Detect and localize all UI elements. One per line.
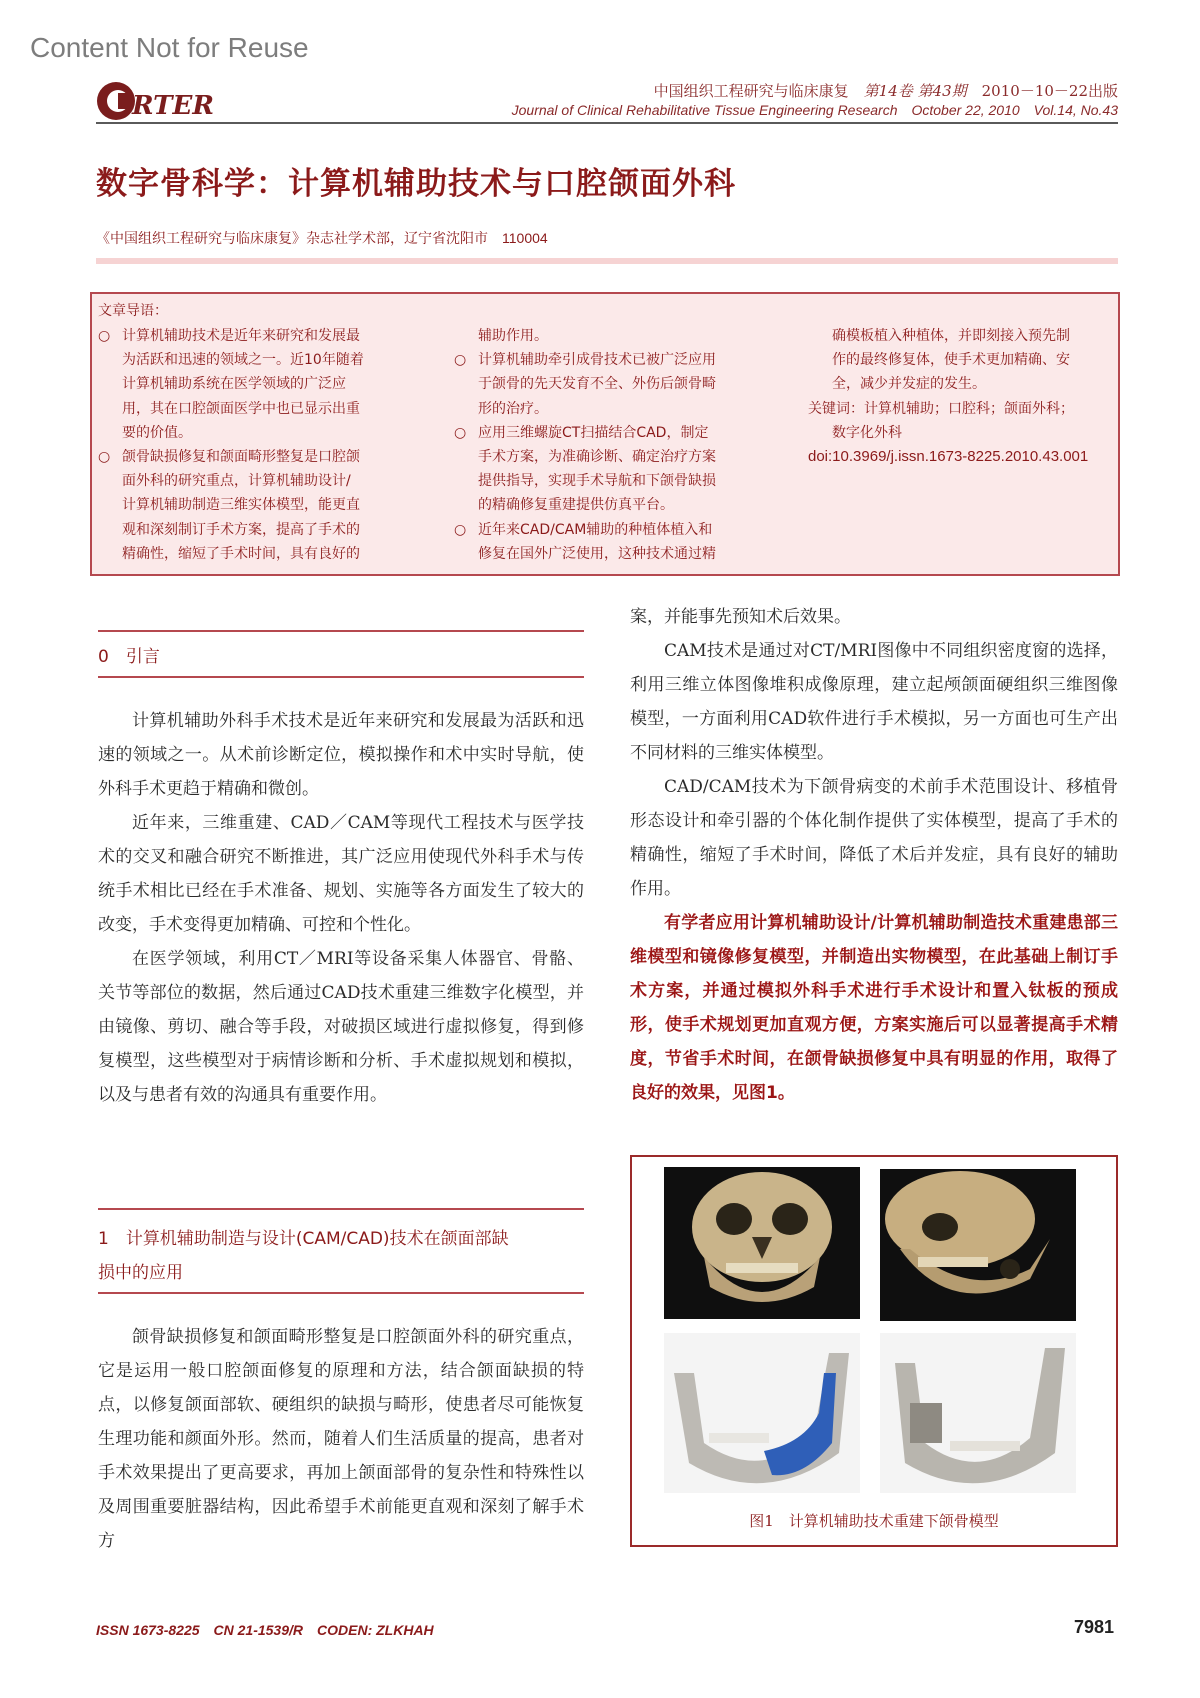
section-0-body bbox=[98, 704, 584, 1112]
section-rule bbox=[98, 676, 584, 678]
figure-image-skull-front bbox=[664, 1167, 860, 1319]
article-title: 数字骨科学：计算机辅助技术与口腔颌面外科 bbox=[96, 166, 736, 202]
circle-bullet-icon: ○ bbox=[454, 521, 467, 538]
paragraph: 近年来，三维重建、CAD／CAM等现代工程技术与医学技术的交叉和融合研究不断推进，其广泛应用使现代外科手术与传统手术相比已经在手术准备、规划、实施等各方面发生了较大的改变，手术变得更加精确、可控和个性化。 bbox=[98, 813, 584, 935]
pink-divider bbox=[96, 258, 1118, 264]
figure-1 bbox=[630, 1155, 1118, 1547]
circle-bullet-icon: ○ bbox=[454, 352, 467, 369]
section-rule bbox=[98, 1208, 584, 1210]
page-number: 7981 bbox=[1073, 1617, 1114, 1637]
guide-column-1 bbox=[98, 324, 418, 566]
section-rule bbox=[98, 1292, 584, 1294]
watermark: Content Not for Reuse bbox=[30, 32, 309, 63]
circle-bullet-icon: ○ bbox=[454, 424, 467, 441]
doi: doi:10.3969/j.issn.1673-8225.2010.43.001 bbox=[808, 448, 1089, 466]
section-1-heading: 1 计算机辅助制造与设计(CAM/CAD)技术在颌面部缺 损中的应用 bbox=[98, 1229, 509, 1283]
svg-text:RTER: RTER bbox=[132, 91, 214, 121]
figure-image-mandible-mesh bbox=[880, 1333, 1076, 1493]
guide-item: ○ 近年来CAD/CAM辅助的种植体植入和 修复在国外广泛使用，这种技术通过精 bbox=[454, 518, 774, 566]
header-rule bbox=[96, 122, 1118, 124]
guide-heading: 文章导语： bbox=[98, 303, 168, 319]
paragraph: CAD/CAM技术为下颌骨病变的术前手术范围设计、移植骨形态设计和牵引器的个体化制作提供了实体模型，提高了手术的精确性，缩短了手术时间，降低了术后并发症，具有良好的辅助作用。 bbox=[630, 777, 1118, 899]
paragraph: 颌骨缺损修复和颌面畸形整复是口腔颌面外科的研究重点，它是运用一般口腔颌面修复的原理和方法，结合颌面缺损的特点，以修复颌面部软、硬组织的缺损与畸形，使患者尽可能恢复生理功能和颜面外形。然而，随着人们生活质量的提高，患者对手术效果提出了更高要求，再加上颌面部骨的复杂性和特殊性以及周围重要脏器结构，因此希望手术前能更直观和深刻了解手术方 bbox=[98, 1327, 584, 1551]
keywords-label: 关键词： bbox=[808, 400, 864, 417]
guide-column-2 bbox=[454, 324, 774, 566]
paragraph-continuation: 案，并能事先预知术后效果。 bbox=[630, 607, 851, 627]
journal-logo bbox=[96, 78, 226, 124]
circle-bullet-icon: ○ bbox=[98, 328, 111, 344]
guide-continuation: 确模板植入种植体，并即刻接入预先制 作的最终修复体，使手术更加精确、安 全，减少并发症的发生。 bbox=[832, 328, 1070, 393]
paragraph: CAM技术是通过对CT/MRI图像中不同组织密度窗的选择，利用三维立体图像堆积成像原理，建立起颅颌面硬组织三维图像模型，一方面利用CAD软件进行手术模拟，另一方面也可生产出不同材料的三维实体模型。 bbox=[630, 641, 1118, 763]
keywords-cont: 数字化外科 bbox=[832, 424, 902, 441]
guide-item: ○ 计算机辅助技术是近年来研究和发展最 为活跃和迅速的领域之一。近10年随着 计算机辅助系统在医学领域的广泛应 用，其在口腔颌面医学中也已显示出重 要的价值。 bbox=[98, 324, 418, 445]
section-0-heading: 0 引言 bbox=[98, 647, 160, 667]
paragraph: 计算机辅助外科手术技术是近年来研究和发展最为活跃和迅速的领域之一。从术前诊断定位，模拟操作和术中实时导航，使外科手术更趋于精确和微创。 bbox=[98, 711, 584, 799]
highlighted-paragraph: 有学者应用计算机辅助设计/计算机辅助制造技术重建患部三维模型和镜像修复模型，并制造出实物模型，在此基础上制订手术方案，并通过模拟外科手术进行手术设计和置入钛板的预成形，使手术规划更加直观方便，方案实施后可以显著提高手术精度，节省手术时间，在颌骨缺损修复中具有明显的作用，取得了良好的效果，见图1。 bbox=[630, 913, 1118, 1103]
footer-issn: ISSN 1673-8225 CN 21-1539/R CODEN: ZLKHAH bbox=[96, 1622, 434, 1638]
right-column-body bbox=[630, 600, 1118, 906]
figure-image-skull-lateral bbox=[880, 1169, 1076, 1321]
figure-caption: 图1 计算机辅助技术重建下颌骨模型 bbox=[749, 1512, 999, 1530]
paragraph: 在医学领域，利用CT／MRI等设备采集人体器官、骨骼、关节等部位的数据，然后通过CAD技术重建三维数字化模型，并由镜像、剪切、融合等手段，对破损区域进行虚拟修复，得到修复模型，这些模型对于病情诊断和分析、手术虚拟规划和模拟，以及与患者有效的沟通具有重要作用。 bbox=[98, 949, 584, 1105]
logo-graphic bbox=[96, 78, 226, 124]
keywords: 关键词：计算机辅助；口腔科；颌面外科； bbox=[808, 400, 1074, 417]
header-journal-cn: 中国组织工程研究与临床康复 第14卷 第43期 2010－10－22出版 bbox=[653, 82, 1118, 100]
section-rule bbox=[98, 630, 584, 632]
guide-continuation: 辅助作用。 bbox=[478, 328, 548, 344]
guide-item: ○ 应用三维螺旋CT扫描结合CAD，制定 手术方案，为准确诊断、确定治疗方案 提供指导，实现手术导航和下颌骨缺损 的精确修复重建提供仿真平台。 bbox=[454, 421, 774, 518]
guide-item: ○ 计算机辅助牵引成骨技术已被广泛应用 于颌骨的先天发育不全、外伤后颌骨畸 形的治疗。 bbox=[454, 348, 774, 421]
header-journal-en: Journal of Clinical Rehabilitative Tissue Engineering Research October 22, 2010 Vol.14, No.43 bbox=[511, 102, 1118, 118]
figure-image-mandible-model bbox=[664, 1333, 860, 1493]
guide-item: ○ 颌骨缺损修复和颌面畸形整复是口腔颌 面外科的研究重点，计算机辅助设计/ 计算机辅助制造三维实体模型，能更直 观和深刻制订手术方案，提高了手术的 精确性，缩短了手术时间，具有良好的 bbox=[98, 445, 418, 566]
section-1-body bbox=[98, 1320, 584, 1558]
affiliation: 《中国组织工程研究与临床康复》杂志社学术部，辽宁省沈阳市 110004 bbox=[96, 230, 548, 247]
guide-column-3 bbox=[808, 324, 1118, 469]
circle-bullet-icon: ○ bbox=[98, 449, 111, 466]
